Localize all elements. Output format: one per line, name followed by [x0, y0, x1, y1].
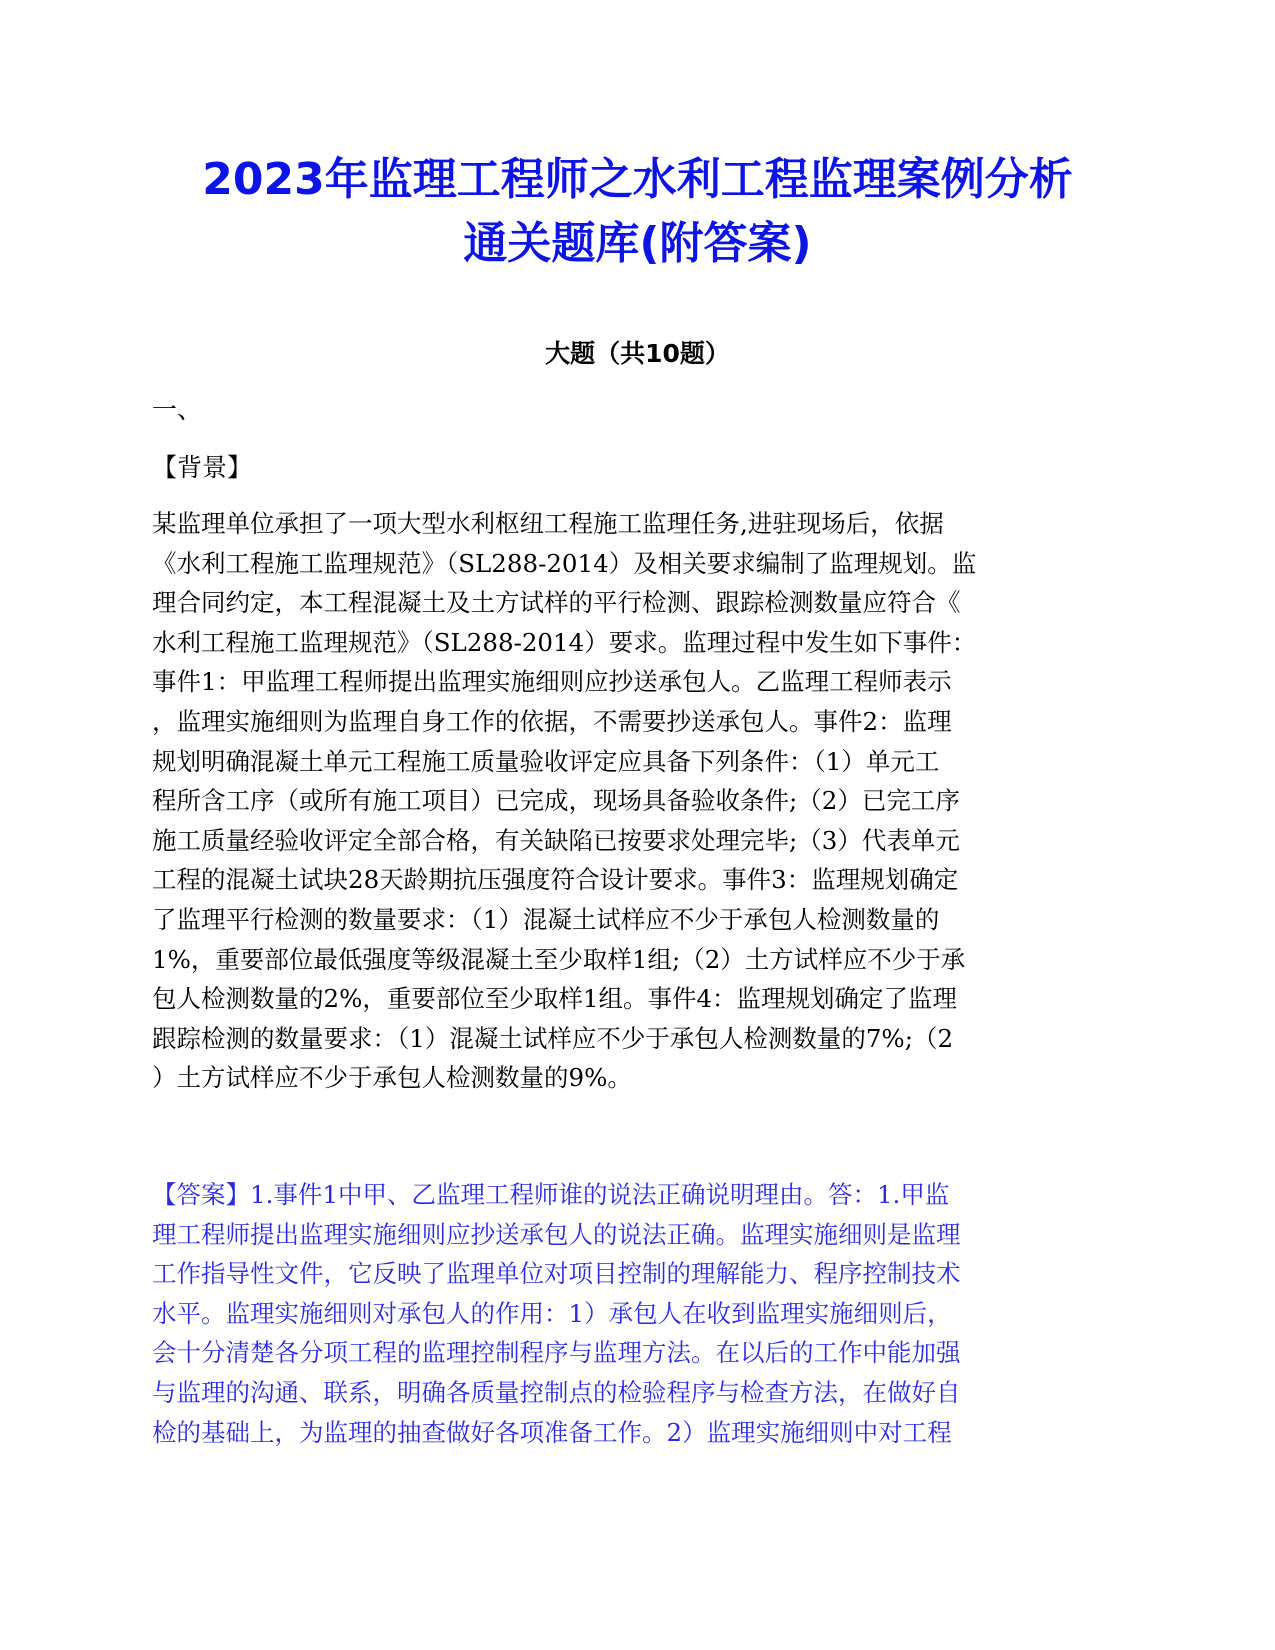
- title-line-2: 通关题库(附答案): [463, 218, 812, 269]
- background-line: 规划明确混凝土单元工程施工质量验收评定应具备下列条件：（1）单元工: [152, 746, 940, 776]
- question-number: 一、: [152, 395, 203, 424]
- title-line-1: 2023年监理工程师之水利工程监理案例分析: [202, 154, 1073, 205]
- background-line: 跟踪检测的数量要求：（1）混凝土试样应不少于承包人检测数量的7%;（2: [152, 1023, 954, 1053]
- answer-line: 工作指导性文件，它反映了监理单位对项目控制的理解能力、程序控制技术: [152, 1259, 961, 1289]
- background-line: 了监理平行检测的数量要求：（1）混凝土试样应不少于承包人检测数量的: [152, 904, 940, 934]
- answer-line: 会十分清楚各分项工程的监理控制程序与监理方法。在以后的工作中能加强: [152, 1338, 961, 1368]
- answer-paragraph: [152, 1175, 961, 1452]
- answer-line: 【答案】1.事件1中甲、乙监理工程师谁的说法正确说明理由。答：1.甲监: [152, 1180, 950, 1209]
- section-heading: 大题（共10题）: [545, 339, 730, 368]
- background-line: 1%，重要部位最低强度等级混凝土至少取样1组;（2）土方试样应不少于承: [152, 944, 966, 974]
- background-paragraph: [152, 504, 976, 1098]
- answer-line: 与监理的沟通、联系，明确各质量控制点的检验程序与检查方法，在做好自: [152, 1377, 961, 1407]
- answer-line: 水平。监理实施细则对承包人的作用：1）承包人在收到监理实施细则后，: [152, 1298, 952, 1328]
- background-line: 包人检测数量的2%，重要部位至少取样1组。事件4：监理规划确定了监理: [152, 984, 958, 1014]
- background-line: 事件1：甲监理工程师提出监理实施细则应抄送承包人。乙监理工程师表示: [152, 667, 952, 697]
- background-line: 理合同约定，本工程混凝土及土方试样的平行检测、跟踪检测数量应符合《: [152, 588, 961, 618]
- background-line: 施工质量经验收评定全部合格，有关缺陷已按要求处理完毕;（3）代表单元: [152, 825, 960, 855]
- background-line: 程所含工序（或所有施工项目）已完成，现场具备验收条件;（2）已完工序: [152, 786, 960, 816]
- background-line: 《水利工程施工监理规范》（SL288-2014）及相关要求编制了监理规划。监: [152, 548, 977, 578]
- answer-line: 理工程师提出监理实施细则应抄送承包人的说法正确。监理实施细则是监理: [152, 1219, 961, 1249]
- background-line: ，监理实施细则为监理自身工作的依据，不需要抄送承包人。事件2：监理: [152, 706, 952, 736]
- background-line: ）土方试样应不少于承包人检测数量的9%。: [152, 1063, 632, 1093]
- background-line: 水利工程施工监理规范》（SL288-2014）要求。监理过程中发生如下事件：: [152, 627, 977, 657]
- document-title: [100, 148, 1175, 276]
- answer-line: 检的基础上，为监理的抽查做好各项准备工作。2）监理实施细则中对工程: [152, 1417, 952, 1447]
- background-label: 【背景】: [152, 453, 253, 482]
- background-line: 工程的混凝土试块28天龄期抗压强度符合设计要求。事件3：监理规划确定: [152, 865, 959, 895]
- background-line: 某监理单位承担了一项大型水利枢纽工程施工监理任务,进驻现场后，依据: [152, 509, 944, 538]
